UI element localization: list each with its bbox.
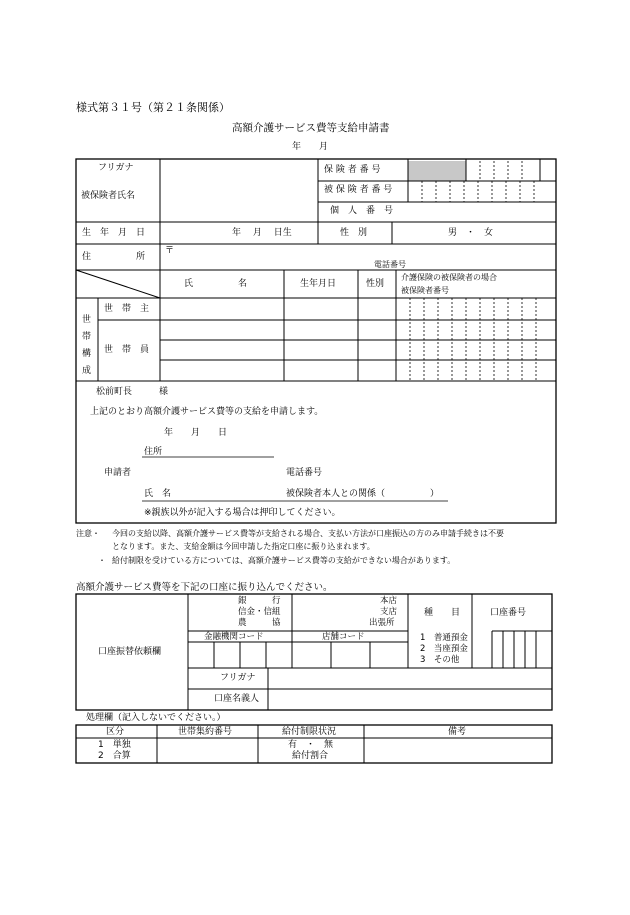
institution-code-label: 金融機関コード — [204, 632, 264, 642]
household-char-3: 構 — [82, 349, 92, 359]
processing-col-household-no: 世帯集約番号 — [178, 727, 233, 737]
processing-col-restriction: 給付制限状況 — [282, 727, 337, 737]
relation-label: 被保険者本人との関係（ ） — [286, 489, 440, 499]
declaration-statement: 上記のとおり高額介護サービス費等の支給を申請します。 — [90, 407, 324, 417]
account-kind-ordinary[interactable]: 1 普通預金 — [420, 633, 468, 643]
bank-type-shinkin: 信金・信組 — [238, 607, 281, 617]
bank-type-noukyo: 農 協 — [238, 618, 281, 628]
form-title: 高額介護サービス費等支給申請書 — [232, 122, 390, 134]
furigana-input[interactable] — [160, 161, 318, 181]
bank-row-label: 口座振替依頼欄 — [98, 647, 162, 657]
bank-intro: 高額介護サービス費等を下記の口座に振り込んでください。 — [76, 582, 333, 593]
personal-number-label: 個 人 番 号 — [330, 206, 394, 216]
form-number: 様式第３１号（第２１条関係） — [76, 101, 230, 114]
col-care-header-line2: 被保険者番号 — [401, 286, 449, 295]
household-head-label: 世 帯 主 — [104, 304, 150, 314]
insured-name-label: 被保険者氏名 — [81, 191, 136, 201]
account-kind-current[interactable]: 2 当座預金 — [420, 644, 468, 654]
applicant-address-label: 住所 — [144, 447, 163, 457]
applicant-phone-label: 電話番号 — [286, 468, 323, 478]
household-char-2: 帯 — [82, 332, 92, 342]
processing-intro: 処理欄（記入しないでください。） — [86, 713, 226, 723]
bank-type-bank: 銀 行 — [238, 596, 281, 606]
insured-name-input[interactable] — [160, 181, 318, 222]
note-2-bullet: ・ — [98, 556, 106, 565]
processing-restriction-yes-no: 有 ・ 無 — [288, 740, 334, 750]
applicant-name-input[interactable] — [180, 488, 280, 500]
header-date: 年 月 — [292, 142, 329, 152]
insurer-number-label: 保 険 者 番 号 — [324, 165, 381, 175]
account-kind-other[interactable]: 3 その他 — [420, 655, 460, 665]
bank-name-input[interactable] — [192, 598, 236, 628]
col-name-header: 氏 名 — [184, 279, 248, 289]
sex-label: 性 別 — [340, 228, 368, 238]
processing-col-remarks: 備考 — [448, 727, 467, 737]
applicant-address-input[interactable] — [170, 446, 274, 457]
household-char-1: 世 — [82, 315, 92, 325]
household-member-2-input[interactable] — [160, 340, 284, 360]
holder-furigana-input[interactable] — [270, 669, 550, 688]
birth-date-value[interactable]: 年 月 日生 — [232, 228, 292, 238]
seal-note: ※親族以外が記入する場合は押印してください。 — [144, 508, 341, 518]
holder-label: 口座名義人 — [214, 694, 260, 704]
address-phone-label: 電話番号 — [374, 260, 406, 269]
note-2: 給付制限を受けている方については、高額介護サービス費等の支給ができない場合があります。 — [112, 556, 456, 565]
address-label: 住 所 — [82, 252, 146, 262]
declaration-date[interactable]: 年 月 日 — [164, 428, 228, 438]
branch-type-branch: 支店 — [380, 607, 398, 617]
account-number-header: 口座番号 — [490, 608, 527, 618]
furigana-label: フリガナ — [98, 163, 134, 173]
note-1-line-1: 今回の支給以降、高額介護サービス費等が支給される場合、支払い方法が口座振込の方のみ申請手続きは不要 — [112, 529, 504, 538]
postal-mark: 〒 — [165, 246, 175, 256]
col-sex-header: 性別 — [366, 279, 385, 289]
processing-benefit-ratio: 給付割合 — [292, 751, 329, 761]
col-birth-header: 生年月日 — [300, 279, 337, 289]
household-head-name-input[interactable] — [160, 298, 284, 320]
household-member-3-input[interactable] — [160, 360, 284, 381]
branch-name-input[interactable] — [296, 598, 366, 628]
birth-date-label: 生 年 月 日 — [82, 228, 146, 238]
branch-code-label: 店舗コード — [322, 632, 365, 642]
holder-furigana-label: フリガナ — [220, 673, 256, 683]
processing-col-category: 区分 — [106, 727, 125, 737]
account-kind-header: 種 目 — [424, 608, 461, 618]
insured-number-label: 被 保 険 者 番 号 — [324, 185, 393, 195]
sex-options[interactable]: 男 ・ 女 — [448, 228, 494, 238]
personal-number-input[interactable] — [408, 202, 556, 222]
note-1-line-2: となります。また、支給金額は今回申請した指定口座に振り込まれます。 — [112, 542, 375, 551]
holder-name-input[interactable] — [270, 690, 550, 709]
household-member-label: 世 帯 員 — [104, 345, 150, 355]
household-char-4: 成 — [82, 366, 92, 376]
applicant-name-label: 氏 名 — [144, 489, 172, 499]
branch-type-office: 出張所 — [369, 618, 395, 628]
branch-type-main: 本店 — [380, 596, 398, 606]
household-member-1-input[interactable] — [160, 320, 284, 340]
addressee: 松前町長 様 — [96, 387, 169, 397]
insured-number-input[interactable] — [408, 181, 556, 202]
household-vertical-label — [82, 312, 92, 380]
address-input[interactable] — [175, 246, 556, 270]
notes-label: 注意・ — [76, 529, 100, 538]
processing-category-single: 1 単独 — [98, 740, 131, 750]
processing-category-combined: 2 合算 — [98, 751, 131, 761]
applicant-label: 申請者 — [104, 468, 132, 478]
col-care-header-line1: 介護保険の被保険者の場合 — [401, 273, 497, 282]
